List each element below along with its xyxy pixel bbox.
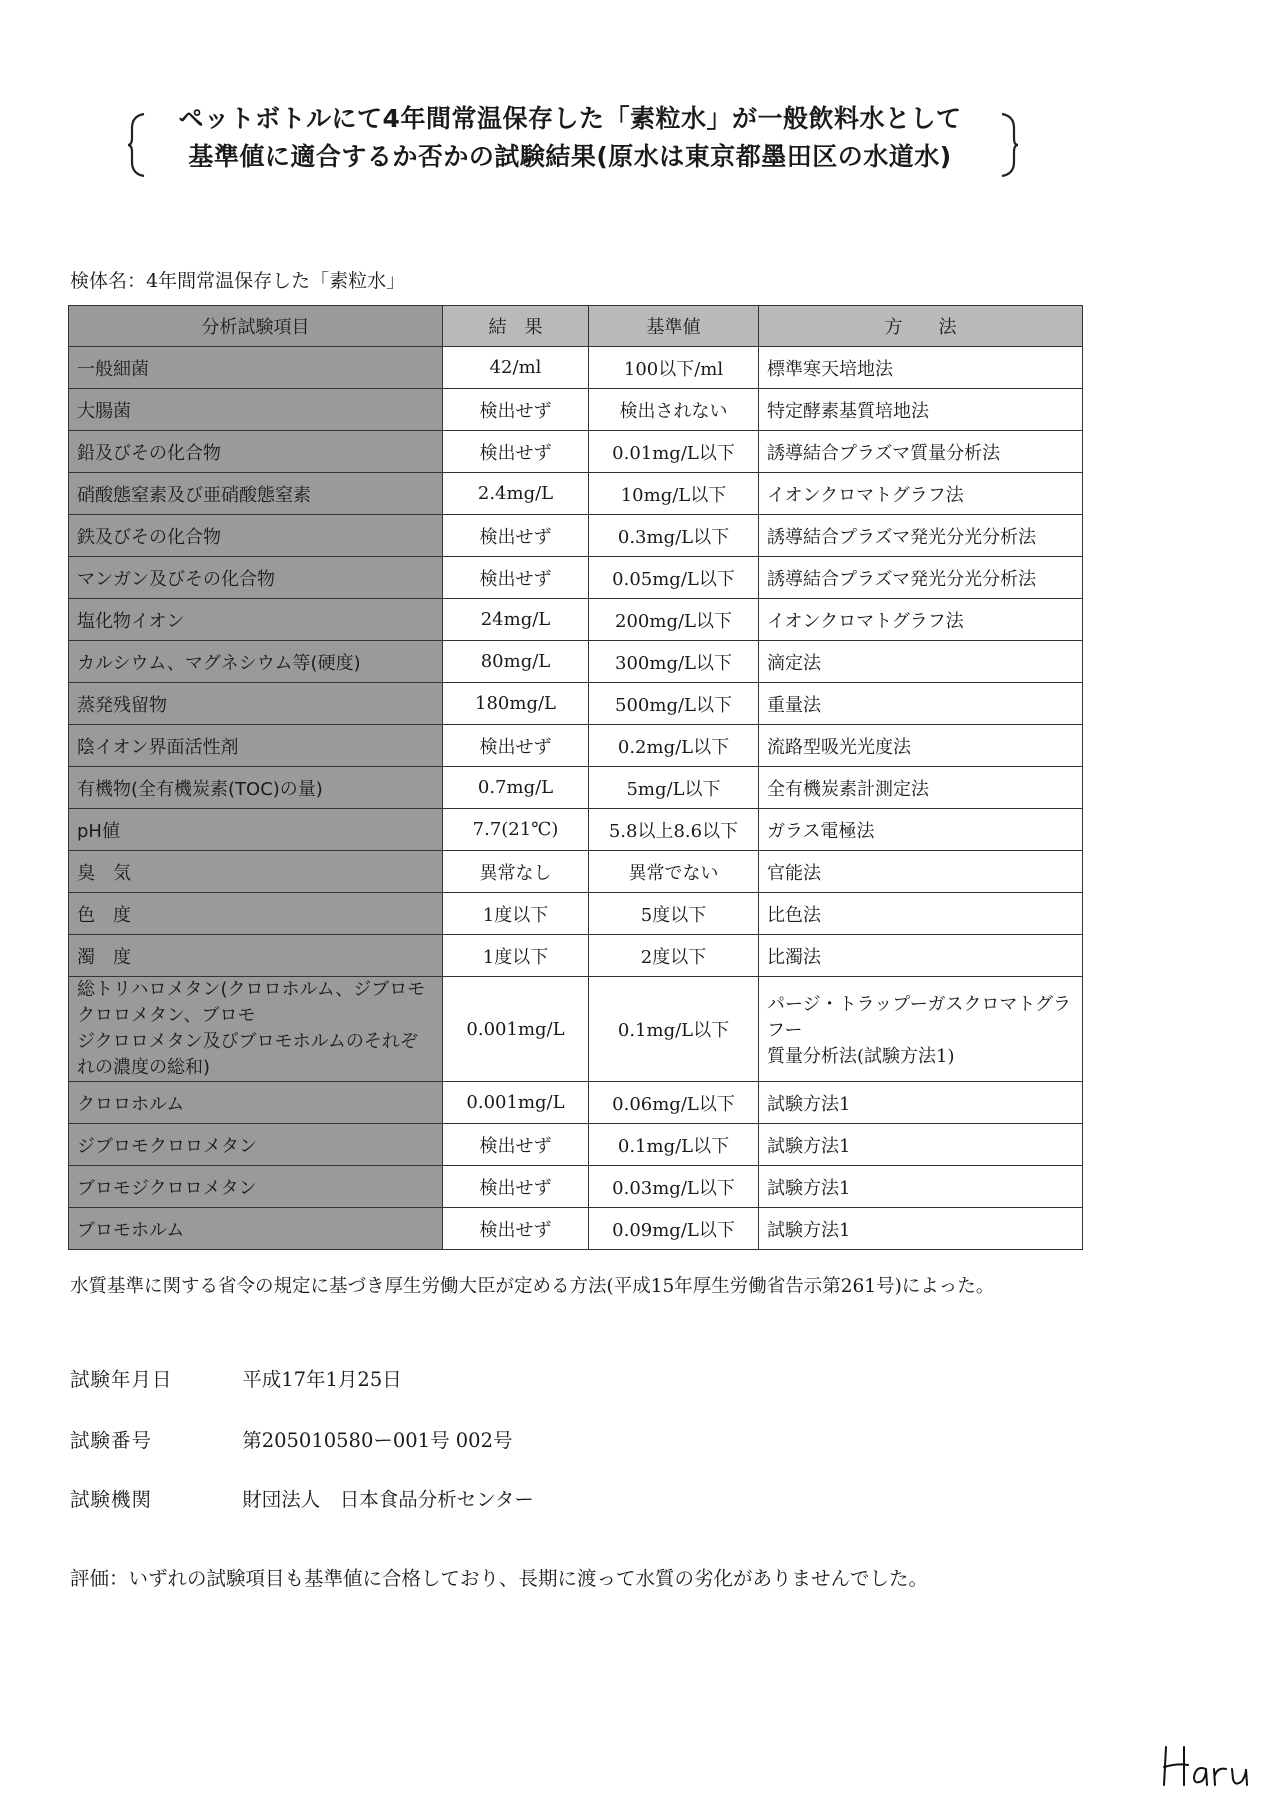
cell-item: クロロホルム (69, 1082, 443, 1124)
cell-standard: 検出されない (589, 389, 759, 431)
cell-standard: 0.1mg/L以下 (589, 977, 759, 1082)
cell-method: 重量法 (759, 683, 1083, 725)
table-row (69, 767, 1083, 809)
handwritten-signature (1158, 1735, 1258, 1790)
cell-method: イオンクロマトグラフ法 (759, 473, 1083, 515)
cell-standard: 5.8以上8.6以下 (589, 809, 759, 851)
test-organization-value: 財団法人 日本食品分析センター (242, 1488, 534, 1511)
table-row (69, 473, 1083, 515)
cell-result: 検出せず (443, 725, 589, 767)
cell-method: 比色法 (759, 893, 1083, 935)
cell-standard: 異常でない (589, 851, 759, 893)
method-note: 水質基準に関する省令の規定に基づき厚生労働大臣が定める方法(平成15年厚生労働省告示第261号)によった。 (70, 1276, 995, 1297)
cell-method: 試験方法1 (759, 1166, 1083, 1208)
test-date-value: 平成17年1月25日 (242, 1368, 402, 1391)
table-row (69, 389, 1083, 431)
test-number-value: 第205010580ー001号 002号 (242, 1429, 513, 1452)
table-row (69, 809, 1083, 851)
cell-result: 80mg/L (443, 641, 589, 683)
cell-standard: 10mg/L以下 (589, 473, 759, 515)
cell-method: 全有機炭素計測定法 (759, 767, 1083, 809)
test-organization (70, 1484, 534, 1512)
table-row (69, 641, 1083, 683)
cell-result: 検出せず (443, 389, 589, 431)
header-item: 分析試験項目 (69, 306, 443, 347)
cell-result: 7.7(21℃) (443, 809, 589, 851)
cell-standard: 2度以下 (589, 935, 759, 977)
cell-item: 塩化物イオン (69, 599, 443, 641)
cell-method: 試験方法1 (759, 1124, 1083, 1166)
cell-method: 滴定法 (759, 641, 1083, 683)
cell-result: 異常なし (443, 851, 589, 893)
table-row (69, 557, 1083, 599)
test-organization-label: 試験機関 (70, 1488, 153, 1511)
cell-standard: 100以下/ml (589, 347, 759, 389)
table-row (69, 431, 1083, 473)
cell-item: 大腸菌 (69, 389, 443, 431)
document-title (130, 100, 1010, 176)
cell-result: 0.001mg/L (443, 1082, 589, 1124)
table-row (69, 515, 1083, 557)
cell-standard: 500mg/L以下 (589, 683, 759, 725)
cell-result: 42/ml (443, 347, 589, 389)
cell-result: 検出せず (443, 1124, 589, 1166)
cell-method: 誘導結合プラズマ発光分光分析法 (759, 515, 1083, 557)
cell-standard: 0.01mg/L以下 (589, 431, 759, 473)
cell-standard: 300mg/L以下 (589, 641, 759, 683)
cell-item-line-1: 総トリハロメタン(クロロホルム、ジブロモクロロメタン、ブロモ (77, 979, 426, 1026)
cell-item (69, 977, 443, 1082)
cell-item: ブロモホルム (69, 1208, 443, 1250)
cell-method: 標準寒天培地法 (759, 347, 1083, 389)
cell-result: 0.001mg/L (443, 977, 589, 1082)
cell-result: 検出せず (443, 1166, 589, 1208)
cell-standard: 5度以下 (589, 893, 759, 935)
cell-item: 硝酸態窒素及び亜硝酸態窒素 (69, 473, 443, 515)
cell-method: 誘導結合プラズマ発光分光分析法 (759, 557, 1083, 599)
table-row (69, 935, 1083, 977)
cell-item: マンガン及びその化合物 (69, 557, 443, 599)
table-row (69, 599, 1083, 641)
cell-result: 検出せず (443, 431, 589, 473)
cell-standard: 0.06mg/L以下 (589, 1082, 759, 1124)
table-row (69, 1166, 1083, 1208)
test-number (70, 1425, 513, 1453)
cell-item: 色 度 (69, 893, 443, 935)
cell-standard: 0.09mg/L以下 (589, 1208, 759, 1250)
cell-result: 2.4mg/L (443, 473, 589, 515)
table-row (69, 347, 1083, 389)
specimen-name: 検体名：4年間常温保存した「素粒水」 (70, 270, 406, 292)
table-row (69, 893, 1083, 935)
cell-standard: 0.2mg/L以下 (589, 725, 759, 767)
cell-result: 検出せず (443, 515, 589, 557)
cell-result: 検出せず (443, 557, 589, 599)
right-bracket-decoration (1000, 112, 1018, 178)
cell-method-line-2: 質量分析法(試験方法1) (767, 1046, 955, 1067)
cell-item: 臭 気 (69, 851, 443, 893)
cell-result: 24mg/L (443, 599, 589, 641)
test-date-label: 試験年月日 (70, 1368, 173, 1391)
cell-method: イオンクロマトグラフ法 (759, 599, 1083, 641)
cell-item: 一般細菌 (69, 347, 443, 389)
cell-result: 検出せず (443, 1208, 589, 1250)
cell-method: 官能法 (759, 851, 1083, 893)
cell-result: 1度以下 (443, 935, 589, 977)
cell-item: pH値 (69, 809, 443, 851)
cell-item: 蒸発残留物 (69, 683, 443, 725)
cell-method: 試験方法1 (759, 1208, 1083, 1250)
evaluation: 評価：いずれの試験項目も基準値に合格しており、長期に渡って水質の劣化がありませんでした。 (70, 1567, 929, 1590)
test-date (70, 1364, 402, 1392)
table-row (69, 725, 1083, 767)
cell-item-line-2: ジクロロメタン及びブロモホルムのそれぞれの濃度の総和) (77, 1031, 418, 1078)
cell-method: 流路型吸光光度法 (759, 725, 1083, 767)
cell-standard: 5mg/L以下 (589, 767, 759, 809)
cell-item: 有機物(全有機炭素(TOC)の量) (69, 767, 443, 809)
test-number-label: 試験番号 (70, 1429, 153, 1452)
table-row (69, 851, 1083, 893)
cell-method: 誘導結合プラズマ質量分析法 (759, 431, 1083, 473)
cell-item: 鉄及びその化合物 (69, 515, 443, 557)
table-row (69, 1124, 1083, 1166)
results-table (68, 305, 1083, 1250)
cell-method: 比濁法 (759, 935, 1083, 977)
cell-result: 180mg/L (443, 683, 589, 725)
cell-method: 特定酵素基質培地法 (759, 389, 1083, 431)
table-row (69, 1082, 1083, 1124)
cell-item: カルシウム、マグネシウム等(硬度) (69, 641, 443, 683)
cell-standard: 0.1mg/L以下 (589, 1124, 759, 1166)
cell-item: 鉛及びその化合物 (69, 431, 443, 473)
cell-item: 濁 度 (69, 935, 443, 977)
cell-standard: 0.05mg/L以下 (589, 557, 759, 599)
header-standard: 基準値 (589, 306, 759, 347)
cell-method: ガラス電極法 (759, 809, 1083, 851)
header-method: 方 法 (759, 306, 1083, 347)
cell-result: 0.7mg/L (443, 767, 589, 809)
cell-item: ブロモジクロロメタン (69, 1166, 443, 1208)
cell-result: 1度以下 (443, 893, 589, 935)
cell-standard: 0.03mg/L以下 (589, 1166, 759, 1208)
table-row (69, 683, 1083, 725)
cell-standard: 200mg/L以下 (589, 599, 759, 641)
table-row (69, 977, 1083, 1082)
cell-item: ジブロモクロロメタン (69, 1124, 443, 1166)
cell-item: 陰イオン界面活性剤 (69, 725, 443, 767)
table-row (69, 1208, 1083, 1250)
cell-method: 試験方法1 (759, 1082, 1083, 1124)
header-result: 結 果 (443, 306, 589, 347)
table-header-row (69, 306, 1083, 347)
title-line-2: 基準値に適合するか否かの試験結果(原水は東京都墨田区の水道水) (188, 142, 952, 171)
title-line-1: ペットボトルにて4年間常温保存した「素粒水」が一般飲料水として (178, 104, 962, 133)
cell-method (759, 977, 1083, 1082)
cell-method-line-1: パージ・トラップーガスクロマトグラフー (767, 994, 1072, 1041)
cell-standard: 0.3mg/L以下 (589, 515, 759, 557)
